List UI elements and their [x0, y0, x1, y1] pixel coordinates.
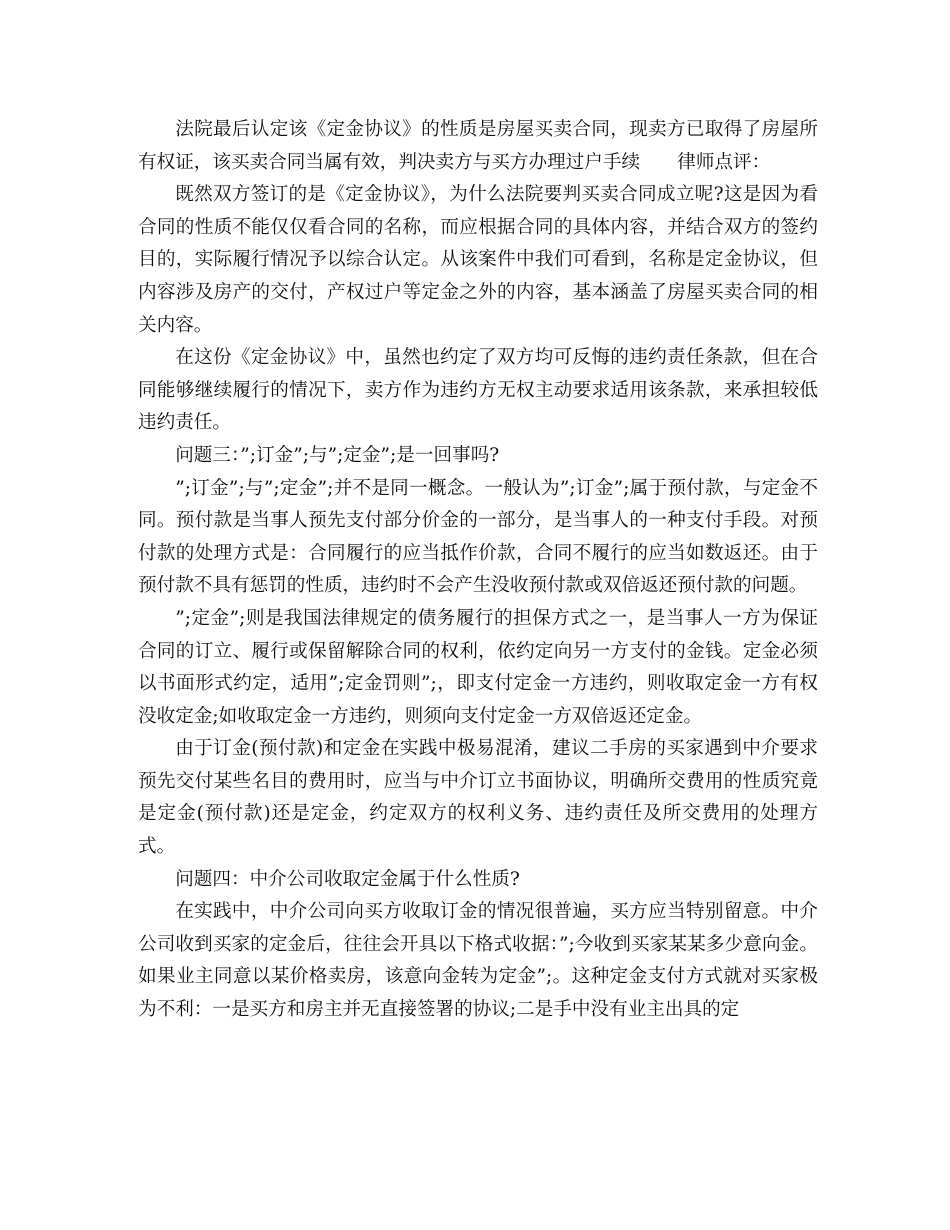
paragraph: 在实践中，中介公司向买方收取订金的情况很普遍，买方应当特别留意。中介公司收到买家的定金后，往往会开具以下格式收据：”;今收到买家某某多少意向金。如果业主同意以某价格卖房，该意向金转为定金”;。这种定金支付方式就对买家极为不利：一是买方和房主并无直接签署的协议;二是手中没有业主出具的定 [138, 901, 818, 1021]
paragraph: 由于订金(预付款)和定金在实践中极易混淆，建议二手房的买家遇到中介要求预先交付某些名目的费用时，应当与中介订立书面协议，明确所交费用的性质究竟是定金(预付款)还是定金，约定双方的权利义务、违约责任及所交费用的处理方式。 [138, 738, 818, 858]
paragraph: 在这份《定金协议》中，虽然也约定了双方均可反悔的违约责任条款，但在合同能够继续履行的情况下，卖方作为违约方无权主动要求适用该条款，来承担较低违约责任。 [138, 347, 818, 434]
paragraph: ”;定金”;则是我国法律规定的债务履行的担保方式之一，是当事人一方为保证合同的订立、履行或保留解除合同的权利，依约定向另一方支付的金钱。定金必须以书面形式约定，适用”;定金罚则”;，即支付定金一方违约，则收取定金一方有权没收定金;如收取定金一方违约，则须向支付定金一方双倍返还定金。 [138, 607, 818, 727]
paragraph: 法院最后认定该《定金协议》的性质是房屋买卖合同，现卖方已取得了房屋所有权证，该买卖合同当属有效，判决卖方与买方办理过户手续 律师点评： [138, 119, 818, 173]
paragraph: 问题四：中介公司收取定金属于什么性质? [175, 868, 520, 890]
document-body [138, 114, 818, 1027]
paragraph: 问题三：”;订金”;与”;定金”;是一回事吗? [175, 444, 500, 466]
paragraph: ”;订金”;与”;定金”;并不是同一概念。一般认为”;订金”;属于预付款，与定金不同。预付款是当事人预先支付部分价金的一部分，是当事人的一种支付手段。对预付款的处理方式是：合同履行的应当抵作价款，合同不履行的应当如数返还。由于预付款不具有惩罚的性质，违约时不会产生没收预付款或双倍返还预付款的问题。 [138, 477, 818, 597]
paragraph: 既然双方签订的是《定金协议》，为什么法院要判买卖合同成立呢?这是因为看合同的性质不能仅仅看合同的名称，而应根据合同的具体内容，并结合双方的签约目的，实际履行情况予以综合认定。从该案件中我们可看到，名称是定金协议，但内容涉及房产的交付，产权过户等定金之外的内容，基本涵盖了房屋买卖合同的相关内容。 [138, 184, 818, 336]
